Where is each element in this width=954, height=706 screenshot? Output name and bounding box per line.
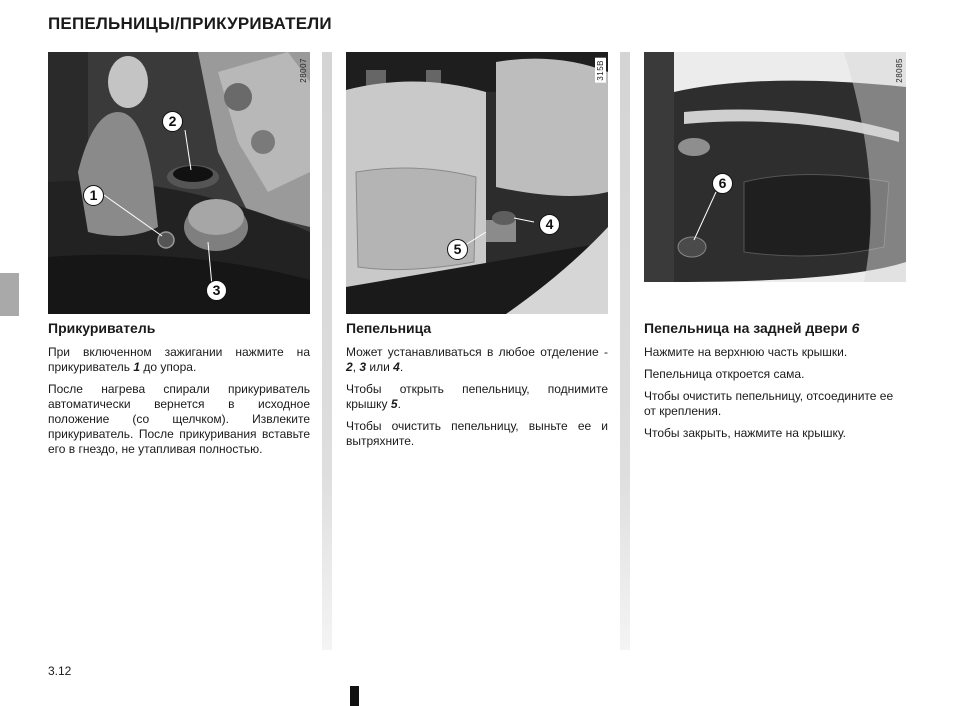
paragraph: Может устанавливаться в любое отделение - 2, 3 или 4. (346, 345, 608, 374)
page-title: ПЕПЕЛЬНИЦЫ/ПРИКУРИВАТЕЛИ (48, 14, 332, 33)
column-cigarette-lighter (48, 52, 310, 464)
image-code: 28085 (895, 58, 904, 83)
callout-3: 3 (206, 280, 227, 301)
paragraph: После нагрева спирали прикуриватель автоматически вернется в исходное положение (со щелчком). Извлеките прикуриватель. После прикуривания вставьте его в гнездо, не утапливая полностью. (48, 382, 310, 456)
image-code: 28007 (299, 58, 308, 83)
print-mark (350, 686, 359, 706)
callout-2: 2 (162, 111, 183, 132)
paragraph: Чтобы очистить пепельницу, отсоедините ее от крепления. (644, 389, 894, 418)
callout-4: 4 (539, 214, 560, 235)
column-ashtray (346, 52, 608, 456)
photo-cigarette-lighter (48, 52, 310, 314)
section-tab (0, 273, 19, 316)
column-rear-door-ashtray (644, 52, 906, 448)
paragraph: Нажмите на верхнюю часть крышки. (644, 345, 848, 359)
paragraph: Чтобы открыть пепельницу, поднимите крышку 5. (346, 382, 608, 411)
heading-cigarette-lighter: Прикуриватель (48, 320, 156, 336)
column-divider (322, 52, 332, 650)
ashtray-illustration (346, 52, 608, 314)
photo-rear-door-ashtray (644, 52, 906, 282)
callout-6: 6 (712, 173, 733, 194)
callout-1: 1 (83, 185, 104, 206)
paragraph: Чтобы закрыть, нажмите на крышку. (644, 426, 846, 440)
paragraph: Чтобы очистить пепельницу, выньте ее и вытряхните. (346, 419, 608, 448)
rear-door-illustration (644, 52, 906, 282)
heading-ashtray: Пепельница (346, 320, 432, 336)
column-divider (620, 52, 630, 650)
callout-5: 5 (447, 239, 468, 260)
paragraph: При включенном зажигании нажмите на прикуриватель 1 до упора. (48, 345, 310, 374)
image-code: 315B (596, 60, 605, 81)
lighter-illustration (48, 52, 310, 314)
page-number: 3.12 (48, 664, 72, 678)
heading-rear-door-ashtray: Пепельница на задней двери 6 (644, 320, 860, 336)
paragraph: Пепельница откроется сама. (644, 367, 805, 381)
photo-ashtray (346, 52, 608, 314)
